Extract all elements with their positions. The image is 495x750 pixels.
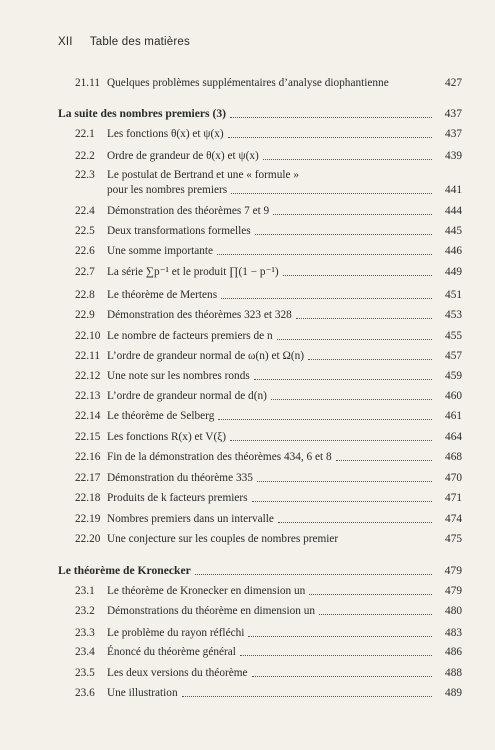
entry-title: Une somme importante: [107, 245, 214, 257]
running-header: [58, 36, 190, 48]
leader-dots: [278, 522, 432, 523]
entry-number: 22.3: [75, 169, 95, 181]
entry-page: 427: [445, 77, 462, 89]
toc-entry[interactable]: [75, 450, 462, 464]
entry-title: Produits de k facteurs premiers: [107, 492, 248, 504]
entry-number: 22.14: [75, 410, 101, 422]
entry-page: 486: [445, 646, 462, 658]
toc-entry[interactable]: [75, 76, 462, 90]
entry-title: Énoncé du théorème général: [107, 646, 236, 658]
leader-dots: [231, 193, 432, 194]
entry-title: Le théorème de Mertens: [107, 289, 218, 301]
entry-page: 474: [445, 513, 462, 525]
header-title: Table des matières: [89, 36, 190, 48]
leader-dots: [254, 379, 432, 380]
leader-dots: [248, 636, 432, 637]
toc-entry[interactable]: [75, 666, 462, 680]
leader-dots: [218, 419, 432, 420]
entry-title: La série ∑p⁻¹ et le produit ∏(1 − p⁻¹): [107, 266, 279, 278]
toc-entry[interactable]: [75, 686, 462, 700]
toc-entry[interactable]: [75, 584, 462, 598]
entry-number: 22.16: [75, 451, 101, 463]
entry-page: 479: [445, 585, 462, 597]
entry-number: 23.1: [75, 585, 95, 597]
entry-title: Les deux versions du théorème: [107, 667, 248, 679]
toc-entry[interactable]: [75, 288, 462, 302]
entry-title-line2: pour les nombres premiers: [107, 184, 228, 196]
leader-dots: [240, 655, 432, 656]
entry-page: 461: [445, 410, 462, 422]
leader-dots: [283, 275, 432, 276]
entry-number: 22.2: [75, 150, 95, 162]
toc-entry[interactable]: [75, 329, 462, 343]
entry-page: 489: [445, 687, 462, 699]
toc-entry[interactable]: [75, 532, 462, 546]
toc-entry[interactable]: [75, 512, 462, 526]
entry-title: Deux transformations formelles: [107, 225, 251, 237]
entry-number: 22.8: [75, 289, 95, 301]
leader-dots: [263, 159, 432, 160]
entry-number: 23.3: [75, 627, 95, 639]
leader-dots: [273, 214, 432, 215]
entry-page: 441: [445, 184, 462, 196]
leader-dots: [255, 234, 432, 235]
leader-dots: [182, 696, 432, 697]
entry-number: 22.6: [75, 245, 95, 257]
entry-page: 471: [445, 492, 462, 504]
entry-page: 470: [445, 472, 462, 484]
entry-number: 23.4: [75, 646, 95, 658]
entry-page: 451: [445, 289, 462, 301]
entry-page: 480: [445, 605, 462, 617]
entry-page: 460: [445, 390, 462, 402]
entry-title: Nombres premiers dans un intervalle: [107, 513, 274, 525]
entry-title-line1: Le postulat de Bertrand et une « formule »: [107, 169, 299, 181]
entry-title: L’ordre de grandeur normal de ω(n) et Ω(n): [107, 350, 305, 362]
entry-page: 444: [445, 205, 462, 217]
toc-entry[interactable]: [75, 224, 462, 238]
entry-page: 445: [445, 225, 462, 237]
toc-entry[interactable]: [75, 149, 462, 163]
chapter-page: 437: [444, 107, 462, 120]
entry-number: 22.7: [75, 266, 95, 278]
toc-entry[interactable]: [75, 645, 462, 659]
entry-title: Le théorème de Selberg: [107, 410, 215, 422]
entry-title: Démonstration des théorèmes 323 et 328: [107, 309, 292, 321]
entry-number: 22.10: [75, 330, 101, 342]
entry-title: Le nombre de facteurs premiers de n: [107, 330, 273, 342]
toc-entry[interactable]: [75, 369, 462, 383]
toc-entry[interactable]: [75, 308, 462, 322]
toc-entry: [75, 168, 462, 182]
entry-page: 468: [445, 451, 462, 463]
entry-number: 22.15: [75, 431, 101, 443]
header-page-number: XII: [58, 36, 73, 48]
entry-page: 464: [445, 431, 462, 443]
entry-page: 439: [445, 150, 462, 162]
entry-number: 22.20: [75, 533, 101, 545]
entry-page: 449: [445, 266, 462, 278]
entry-number: 22.12: [75, 370, 101, 382]
toc-entry[interactable]: [75, 127, 462, 141]
entry-page: 446: [445, 245, 462, 257]
entry-title: Fin de la démonstration des théorèmes 434, 6 et 8: [107, 451, 332, 463]
entry-page: 459: [445, 370, 462, 382]
entry-title: Une illustration: [107, 687, 178, 699]
entry-number: 21.11: [75, 77, 100, 89]
leader-dots: [336, 460, 432, 461]
entry-title: Une conjecture sur les couples de nombres premier: [107, 533, 339, 545]
leader-dots: [257, 481, 432, 482]
entry-number: 22.11: [75, 350, 100, 362]
leader-dots: [252, 676, 432, 677]
entry-number: 22.13: [75, 390, 101, 402]
toc-entry-continuation[interactable]: [75, 183, 462, 197]
toc-entry[interactable]: [75, 349, 462, 363]
toc-entry[interactable]: [75, 626, 462, 640]
entry-page: 455: [445, 330, 462, 342]
entry-page: 475: [445, 533, 462, 545]
entry-number: 22.19: [75, 513, 101, 525]
entry-title: Une note sur les nombres ronds: [107, 370, 250, 382]
entry-page: 488: [445, 667, 462, 679]
leader-dots: [271, 399, 432, 400]
entry-number: 23.2: [75, 605, 95, 617]
chapter-title: Le théorème de Kronecker: [58, 564, 191, 577]
leader-dots: [296, 318, 432, 319]
entry-number: 22.18: [75, 492, 101, 504]
leader-dots: [277, 339, 432, 340]
toc-entry[interactable]: [75, 491, 462, 505]
entry-number: 22.1: [75, 128, 95, 140]
entry-number: 22.5: [75, 225, 95, 237]
toc-entry[interactable]: [75, 471, 462, 485]
toc-entry[interactable]: [75, 389, 462, 403]
leader-dots: [230, 440, 432, 441]
leader-dots: [319, 614, 432, 615]
toc-entry[interactable]: [75, 430, 462, 444]
leader-dots: [217, 254, 432, 255]
entry-page: 453: [445, 309, 462, 321]
leader-dots: [308, 359, 432, 360]
entry-number: 22.17: [75, 472, 101, 484]
toc-entry[interactable]: [75, 265, 462, 279]
entry-title: Quelques problèmes supplémentaires d’analyse diophantienne: [107, 77, 389, 89]
toc-chapter[interactable]: [58, 564, 462, 578]
toc-entry[interactable]: [75, 409, 462, 423]
entry-number: 23.5: [75, 667, 95, 679]
entry-title: Les fonctions R(x) et V(ξ): [107, 431, 227, 443]
entry-title: Démonstration du théorème 335: [107, 472, 253, 484]
leader-dots: [230, 117, 432, 118]
leader-dots: [195, 574, 432, 575]
toc-entry[interactable]: [75, 604, 462, 618]
toc-entry[interactable]: [75, 244, 462, 258]
leader-dots: [252, 501, 432, 502]
leader-dots: [228, 137, 432, 138]
entry-title: Les fonctions θ(x) et ψ(x): [107, 128, 224, 140]
toc-chapter[interactable]: [58, 107, 462, 121]
entry-page: 457: [445, 350, 462, 362]
entry-number: 22.4: [75, 205, 95, 217]
entry-number: 22.9: [75, 309, 95, 321]
chapter-page: 479: [444, 564, 462, 577]
entry-title: Démonstrations du théorème en dimension un: [107, 605, 316, 617]
entry-page: 483: [445, 627, 462, 639]
entry-title: L’ordre de grandeur normal de d(n): [107, 390, 267, 402]
entry-title: Démonstration des théorèmes 7 et 9: [107, 205, 270, 217]
toc-entry[interactable]: [75, 204, 462, 218]
entry-title: Ordre de grandeur de θ(x) et ψ(x): [107, 150, 259, 162]
entry-number: 23.6: [75, 687, 95, 699]
leader-dots: [309, 594, 432, 595]
entry-title: Le problème du rayon réfléchi: [107, 627, 245, 639]
entry-title: Le théorème de Kronecker en dimension un: [107, 585, 306, 597]
leader-dots: [221, 298, 432, 299]
chapter-title: La suite des nombres premiers (3): [58, 107, 226, 120]
entry-page: 437: [445, 128, 462, 140]
